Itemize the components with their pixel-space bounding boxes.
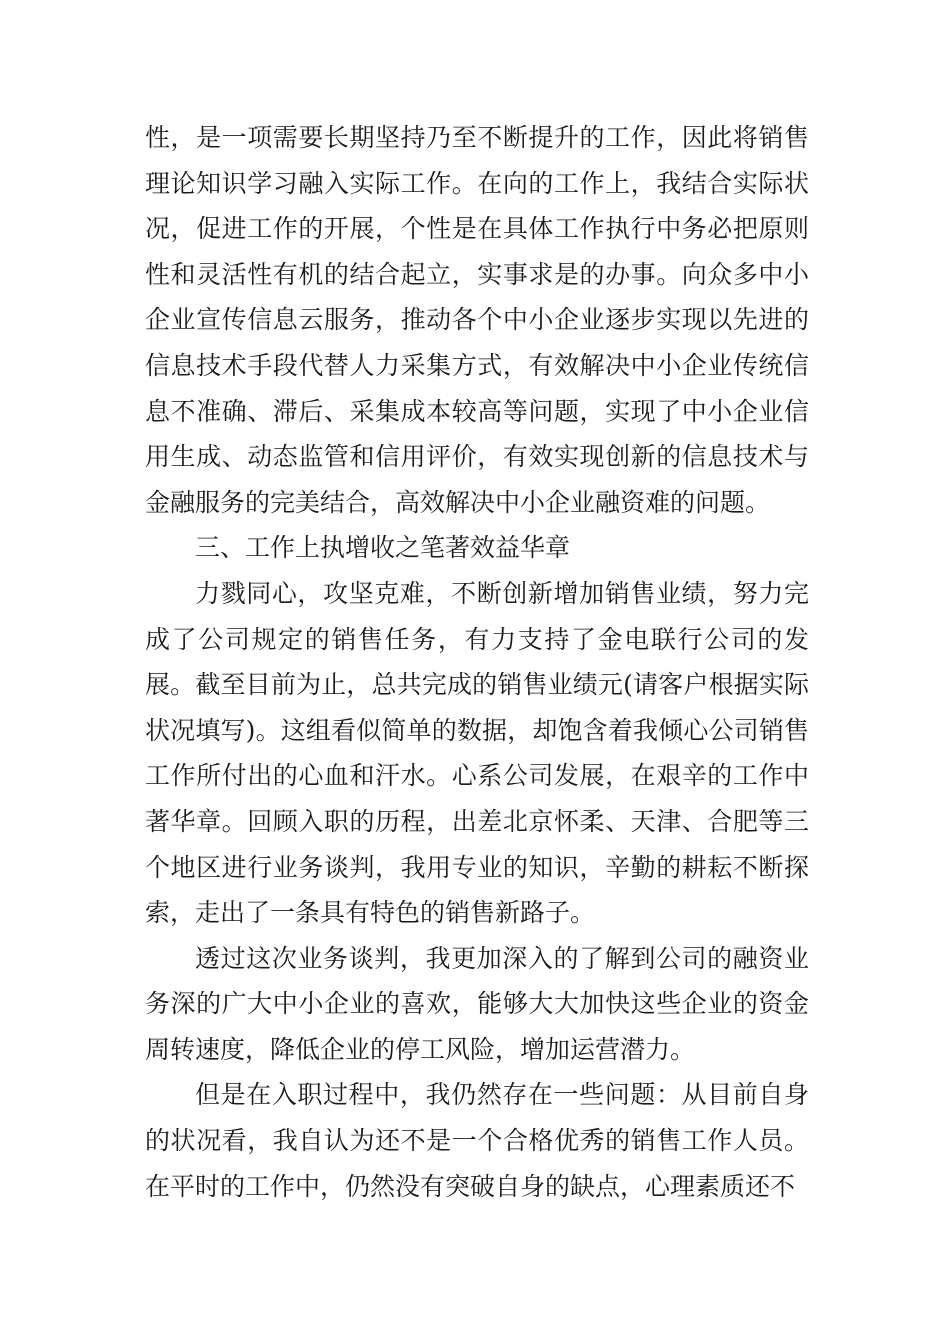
paragraph-sales-performance: 力戮同心，攻坚克难，不断创新增加销售业绩，努力完成了公司规定的销售任务，有力支持了金电联行公司的发展。截至目前为止，总共完成的销售业绩元(请客户根据实际状况填写)。这组看似简单的数据，却饱含着我倾心公司销售工作所付出的心血和汗水。心系公司发展，在艰辛的工作中著华章。回顾入职的历程，出差北京怀柔、天津、合肥等三个地区进行业务谈判，我用专业的知识，辛勤的耕耘不断探索，走出了一条具有特色的销售新路子。 bbox=[145, 578, 809, 928]
section-heading: 三、工作上执增收之笔著效益华章 bbox=[195, 533, 571, 563]
paragraph-problems: 但是在入职过程中，我仍然存在一些问题：从目前自身的状况看，我自认为还不是一个合格优秀的销售工作人员。在平时的工作中，仍然没有突破自身的缺点，心理素质还不 bbox=[145, 1080, 809, 1201]
paragraph-continuation: 性，是一项需要长期坚持乃至不断提升的工作，因此将销售理论知识学习融入实际工作。在向的工作上，我结合实际状况，促进工作的开展，个性是在具体工作执行中务必把原则性和灵活性有机的结合起立，实事求是的办事。向众多中小企业宣传信息云服务，推动各个中小企业逐步实现以先进的信息技术手段代替人力采集方式，有效解决中小企业传统信息不准确、滞后、采集成本较高等问题，实现了中小企业信用生成、动态监管和信用评价，有效实现创新的信息技术与金融服务的完美结合，高效解决中小企业融资难的问题。 bbox=[145, 123, 809, 517]
document-page bbox=[145, 115, 809, 1209]
paragraph-negotiation: 透过这次业务谈判，我更加深入的了解到公司的融资业务深的广大中小企业的喜欢，能够大大加快这些企业的资金周转速度，降低企业的停工风险，增加运营潜力。 bbox=[145, 943, 809, 1064]
